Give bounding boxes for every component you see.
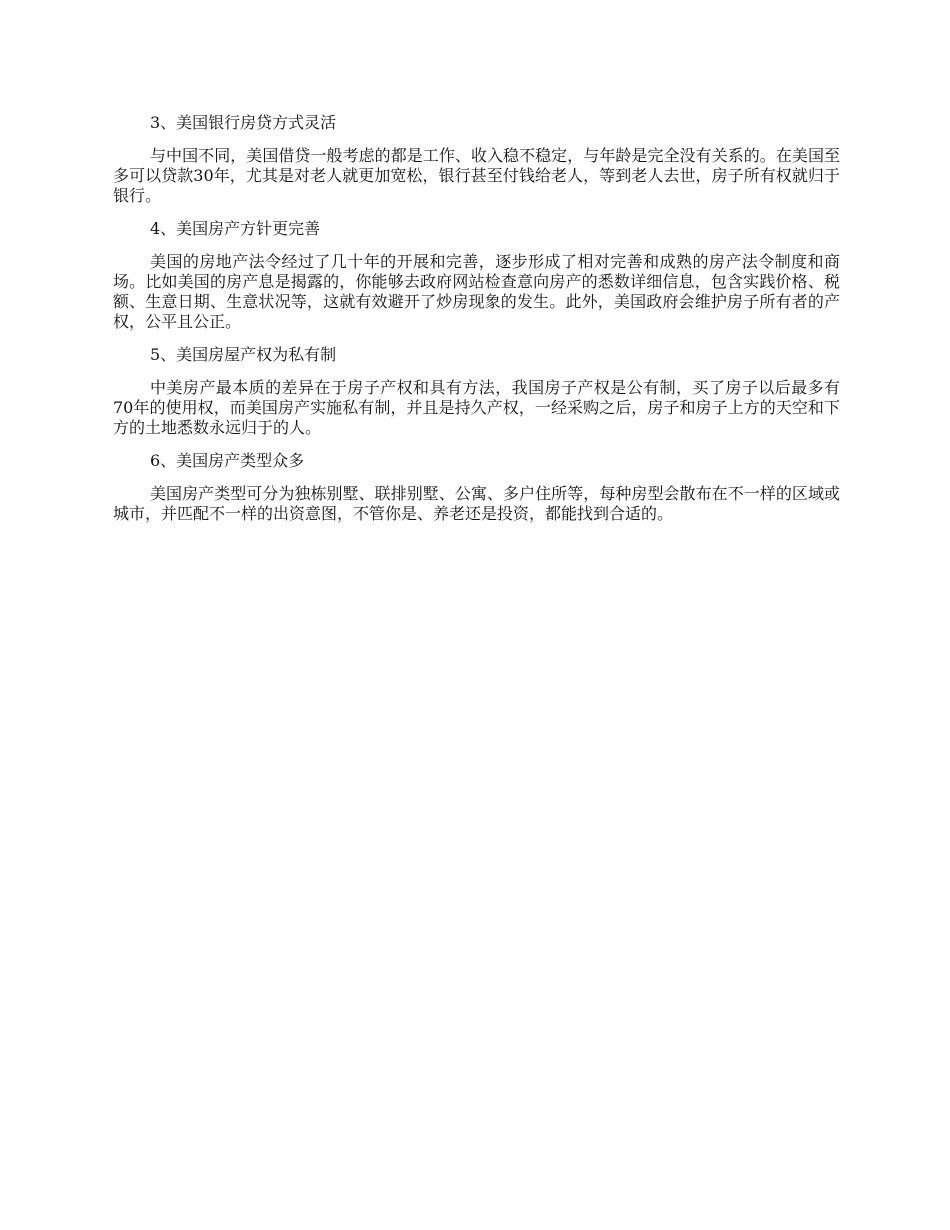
section-heading-6: 6、美国房产类型众多 bbox=[150, 451, 305, 470]
section-paragraph-5: 中美房产最本质的差异在于房子产权和具有方法，我国房子产权是公有制，买了房子以后最多有70年的使用权，而美国房产实施私有制，并且是持久产权，一经采购之后，房子和房子上方的天空和下方的土地悉数永远归于的人。 bbox=[113, 378, 840, 437]
section-heading-4: 4、美国房产方针更完善 bbox=[150, 219, 321, 238]
section-heading-5: 5、美国房屋产权为私有制 bbox=[150, 345, 337, 364]
section-heading-3: 3、美国银行房贷方式灵活 bbox=[150, 113, 337, 132]
section-paragraph-6: 美国房产类型可分为独栋别墅、联排别墅、公寓、多户住所等，每种房型会散布在不一样的区域或城市，并匹配不一样的出资意图，不管你是、养老还是投资，都能找到合适的。 bbox=[113, 484, 840, 523]
document-page bbox=[113, 112, 840, 524]
section-paragraph-4: 美国的房地产法令经过了几十年的开展和完善，逐步形成了相对完善和成熟的房产法令制度和商场。比如美国的房产息是揭露的，你能够去政府网站检查意向房产的悉数详细信息，包含实践价格、税额、生意日期、生意状况等，这就有效避开了炒房现象的发生。此外，美国政府会维护房子所有者的产权，公平且公正。 bbox=[113, 252, 840, 331]
section-paragraph-3: 与中国不同，美国借贷一般考虑的都是工作、收入稳不稳定，与年龄是完全没有关系的。在美国至多可以贷款30年，尤其是对老人就更加宽松，银行甚至付钱给老人，等到老人去世，房子所有权就归于银行。 bbox=[113, 146, 840, 205]
